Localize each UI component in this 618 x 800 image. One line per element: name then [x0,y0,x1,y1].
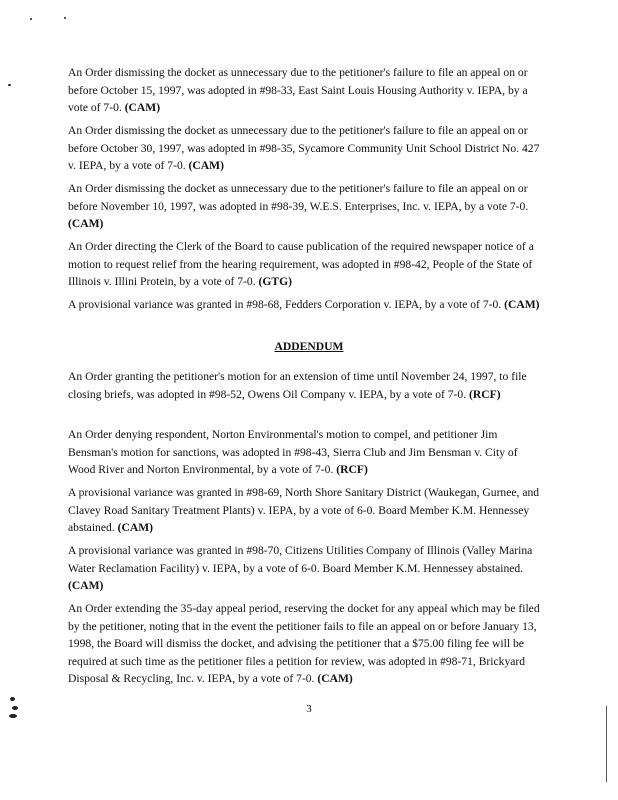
order-paragraph-2 [68,122,546,175]
scan-speck [30,18,32,20]
initials-tag: (RCF) [336,463,368,476]
addendum-paragraph-3 [68,484,546,537]
order-text: An Order denying respondent, Norton Environmental's motion to compel, and petitioner Jim Bensman's motion for sanctions, was adopted in #98-43, Sierra Club and Jim Bensman v. City of Wood River and Norton Environmental, by a vote of 7-0. [68,428,518,476]
scan-speck [10,697,15,701]
order-text: An Order directing the Clerk of the Board to cause publication of the required newspaper notice of a motion to request relief from the hearing requirement, was adopted in #98-42, People of the State of Illinois v. Illini Protein, by a vote of 7-0. [68,240,534,288]
order-text: An Order dismissing the docket as unnecessary due to the petitioner's failure to file an appeal on or before October 15, 1997, was adopted in #98-33, East Saint Louis Housing Authority v. IEPA, by a vote of 7-0. [68,66,528,114]
order-text: A provisional variance was granted in #98-69, North Shore Sanitary District (Waukegan, Gurnee, and Clavey Road Sanitary Treatment Plants) v. IEPA, by a vote of 6-0. Board Member K.M. Hennessey abstained. [68,486,540,534]
initials-tag: (GTG) [258,275,293,288]
order-text: A provisional variance was granted in #98-70, Citizens Utilities Company of Illinois (Valley Marina Water Reclamation Facility) v. IEPA, by a vote of 6-0. Board Member K.M. Hennessey abstained. [68,544,533,575]
order-text: An Order dismissing the docket as unnecessary due to the petitioner's failure to file an appeal on or before November 10, 1997, was adopted in #98-39, W.E.S. Enterprises, Inc. v. IEPA, by a vote 7-0. [68,182,529,213]
order-text: An Order dismissing the docket as unnecessary due to the petitioner's failure to file an appeal on or before October 30, 1997, was adopted in #98-35, Sycamore Community Unit School District No. 427 v. IEPA, by a vote of 7-0. [68,124,540,172]
order-text: An Order extending the 35-day appeal period, reserving the docket for any appeal which may be filed by the petitioner, noting that in the event the petitioner fails to file an appeal on or before January 13, 1998, the Board will dismiss the docket, and advising the petitioner that a $75.00 filing fee will be required at such time as the petitioner files a petition for review, was adopted in #98-71, Brickyard Disposal & Recycling, Inc. v. IEPA, by a vote of 7-0. [68,602,540,685]
scan-speck [8,84,11,86]
addendum-paragraph-4 [68,542,546,595]
addendum-paragraph-1 [68,368,546,403]
order-paragraph-1 [68,64,546,117]
addendum-paragraph-2 [68,426,546,479]
initials-tag: (CAM) [117,521,154,534]
order-paragraph-5 [68,296,546,314]
initials-tag: (CAM) [188,159,224,172]
addendum-heading: ADDENDUM [274,340,344,353]
initials-tag: (CAM) [504,298,540,311]
initials-tag: (CAM) [68,217,104,230]
scan-speck [64,17,66,19]
initials-tag: (CAM) [317,672,353,685]
initials-tag: (CAM) [124,101,161,114]
page-number: 3 [306,703,312,715]
scan-edge-line [606,706,607,782]
order-paragraph-3 [68,180,546,233]
order-paragraph-4 [68,238,546,291]
order-text: An Order granting the petitioner's motion for an extension of time until November 24, 1997, to file closing briefs, was adopted in #98-52, Owens Oil Company v. IEPA, by a vote of 7-0. [68,370,527,401]
order-text: A provisional variance was granted in #98-68, Fedders Corporation v. IEPA, by a vote of 7-0. [68,298,502,311]
initials-tag: (RCF) [469,387,501,401]
addendum-paragraph-5 [68,600,546,688]
initials-tag: (CAM) [68,579,104,592]
